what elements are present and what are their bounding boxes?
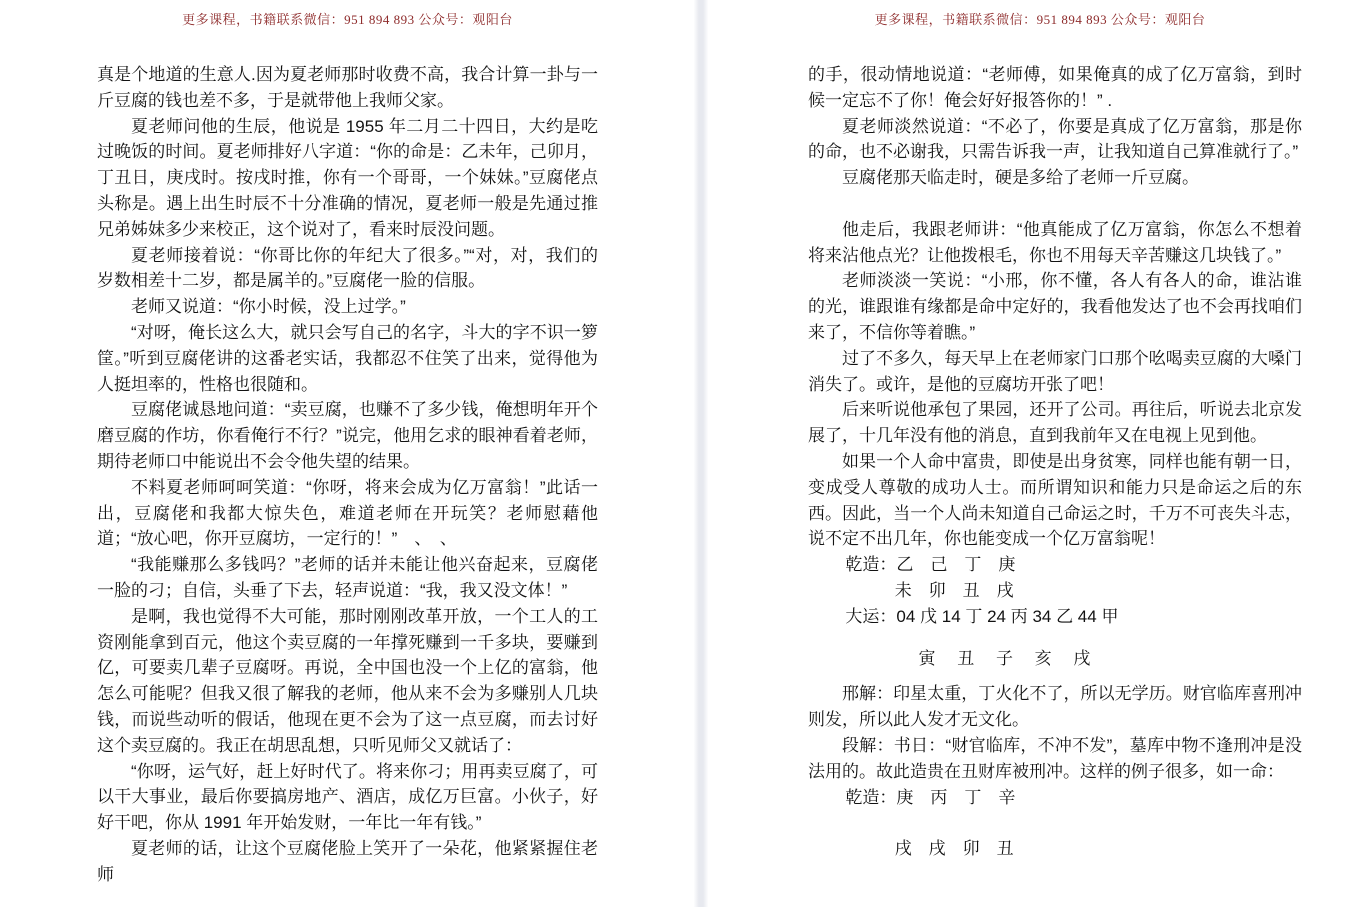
paragraph: 段解：书日：“财官临库，不冲不发”，墓库中物不逢刑冲是没法用的。故此造贵在丑财库被刑冲。这样的例子很多，如一命：	[808, 735, 1302, 781]
page-left-text	[97, 62, 598, 888]
paragraph: 豆腐佬诚恳地问道：“卖豆腐，也赚不了多少钱，俺想明年开个磨豆腐的作坊，你看俺行不行？”说完，他用乞求的眼神看着老师，期待老师口中能说出不会令他失望的结果。	[97, 400, 598, 471]
paragraph: 老师淡淡一笑说：“小邢，你不懂，各人有各人的命，谁沾谁的光，谁跟谁有缘都是命中定好的，我看他发达了也不会再找咱们来了，不信你等着瞧。”	[808, 271, 1302, 342]
paragraph: 的手，很动情地说道：“老师傅，如果俺真的成了亿万富翁，到时候一定忘不了你！俺会好好报答你的！” .	[808, 65, 1302, 110]
qianzao-stems-1: 乾造：乙 己 丁 庚	[845, 555, 1016, 575]
paragraph: 如果一个人命中富贵，即使是出身贫寒，同样也能有朝一日，变成受人尊敬的成功人士。而所谓知识和能力只是命运之后的东西。因此，当一个人尚未知道自己命运之时，千万不可丧失斗志，说不定不出几年，你也能变成一个亿万富翁呢！	[808, 451, 1302, 549]
page-gutter	[694, 0, 708, 907]
paragraph: 后来听说他承包了果园，还开了公司。再往后，听说去北京发展了，十几年没有他的消息，直到我前年又在电视上见到他。	[808, 400, 1302, 446]
paragraph: 豆腐佬那天临走时，硬是多给了老师一斤豆腐。	[842, 168, 1199, 188]
paragraph: “你呀，运气好，赶上好时代了。将来你刁；用再卖豆腐了，可以干大事业，最后你要搞房地产、酒店，成亿万巨富。小伙子，好好干吧，你从 1991 年开始发财，一年比一年有钱。”	[97, 761, 598, 833]
paragraph: 他走后，我跟老师讲：“他真能成了亿万富翁，你怎么不想着将来沾他点光？让他拨根毛，你也不用每天辛苦赚这几块钱了。”	[808, 219, 1302, 265]
paragraph: 真是个地道的生意人.因为夏老师那时收费不高，我合计算一卦与一斤豆腐的钱也差不多，于是就带他上我师父家。	[97, 65, 598, 110]
dayun-line: 大运：04 戊 14 丁 24 丙 34 乙 44 甲	[845, 606, 1119, 626]
paragraph: 不料夏老师呵呵笑道：“你呀，将来会成为亿万富翁！”此话一出，豆腐佬和我都大惊失色，难道老师在开玩笑？老师慰藉他道；“放心吧，你开豆腐坊，一定行的！” 、 、	[97, 477, 598, 549]
blank-line	[808, 191, 1302, 217]
blank-line	[808, 810, 1302, 836]
paragraph: 夏老师接着说：“你哥比你的年纪大了很多。”“对，对，我们的岁数相差十二岁，都是属羊的。”豆腐佬一脸的信服。	[97, 245, 598, 291]
paragraph: 是啊，我也觉得不大可能，那时刚刚改革开放，一个工人的工资刚能拿到百元，他这个卖豆腐的一年撑死赚到一千多块，要赚到亿，可要卖几辈子豆腐呀。再说，全中国也没一个上亿的富翁，他怎么可能呢？但我又很了解我的老师，他从来不会为多赚别人几块钱，而说些动听的假话，他现在更不会为了这一点豆腐，而去讨好这个卖豆腐的。我正在胡思乱想，只听见师父又就话了：	[97, 606, 598, 755]
page-header-right: 更多课程，书籍联系微信：951 894 893 公众号：观阳台	[874, 12, 1206, 27]
paragraph: 夏老师问他的生辰，他说是 1955 年二月二十四日，大约是吃过晚饭的时间。夏老师排好八字道：“你的命是：乙未年，己卯月，丁丑日，庚戌时。按戌时推，你有一个哥哥，一个妹妹。”豆腐佬点头称是。遇上出生时辰不十分准确的情况，夏老师一般是先通过推兄弟姊妹多少来校正，这个说对了，看来时辰没问题。	[97, 116, 598, 239]
dayun-branches: 寅 丑 子 亥 戌	[918, 648, 1091, 668]
qianzao-branches-2: 戌 戌 卯 丑	[894, 839, 1014, 859]
page-right	[708, 0, 1372, 907]
paragraph: 夏老师淡然说道：“不必了，你要是真成了亿万富翁，那是你的命，也不必谢我，只需告诉我一声，让我知道自己算准就行了。”	[808, 116, 1302, 162]
paragraph: 夏老师的话，让这个豆腐佬脸上笑开了一朵花，他紧紧握住老师	[97, 838, 598, 884]
qianzao-stems-2: 乾造：庚 丙 丁 辛	[845, 787, 1016, 807]
page-right-text	[808, 62, 1302, 862]
page-header-left: 更多课程，书籍联系微信：951 894 893 公众号：观阳台	[182, 12, 513, 27]
paragraph: 过了不多久，每天早上在老师家门口那个吆喝卖豆腐的大嗓门消失了。或许，是他的豆腐坊开张了吧！	[808, 348, 1302, 394]
qianzao-branches-1: 未 卯 丑 戌	[894, 580, 1014, 600]
paragraph: 老师又说道：“你小时候，没上过学。”	[131, 297, 406, 317]
paragraph: “我能赚那么多钱吗？”老师的话并未能让他兴奋起来，豆腐佬一脸的刁；自信，头垂了下去，轻声说道：“我，我又没文体！”	[97, 555, 598, 600]
paragraph: 邢解：印星太重，丁火化不了，所以无学历。财官临库喜刑冲则发，所以此人发才无文化。	[808, 684, 1302, 730]
paragraph: “对呀，俺长这么大，就只会写自己的名字，斗大的字不识一箩筐。”听到豆腐佬讲的这番老实话，我都忍不住笑了出来，觉得他为人挺坦率的，性格也很随和。	[97, 322, 598, 394]
